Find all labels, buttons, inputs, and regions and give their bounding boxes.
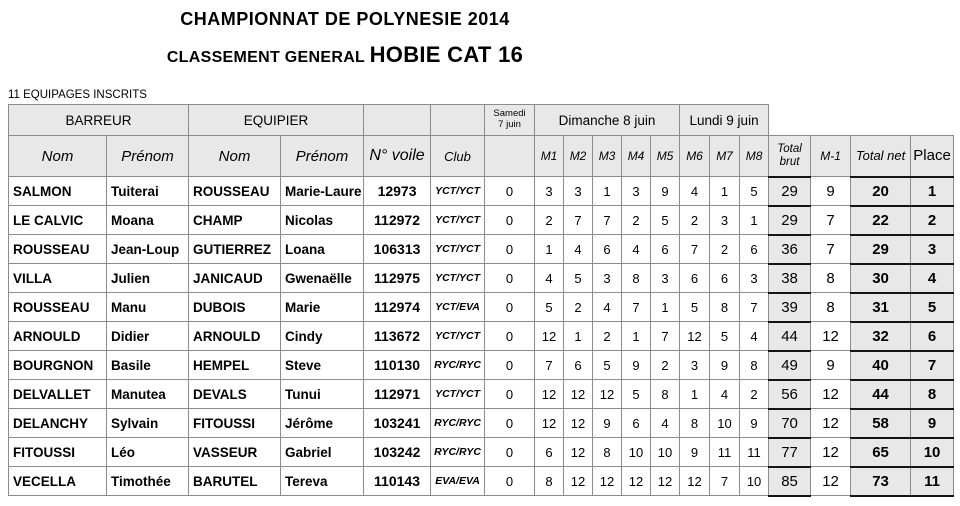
equipier-prenom: Gwenaëlle bbox=[281, 264, 364, 293]
equipier-prenom: Cindy bbox=[281, 322, 364, 351]
race-samedi: 0 bbox=[485, 177, 535, 206]
header-column-row bbox=[9, 136, 954, 177]
race-m8: 6 bbox=[740, 235, 769, 264]
race-m7: 5 bbox=[710, 322, 740, 351]
header-total-brut-line1: Total bbox=[777, 142, 802, 155]
total-brut: 38 bbox=[769, 264, 811, 293]
equipier-prenom: Tereva bbox=[281, 467, 364, 496]
race-m1: 5 bbox=[535, 293, 564, 322]
race-m3: 6 bbox=[593, 235, 622, 264]
place: 5 bbox=[911, 293, 954, 322]
race-m6: 1 bbox=[680, 380, 710, 409]
sail-number: 103242 bbox=[364, 438, 431, 467]
equipier-prenom: Tunui bbox=[281, 380, 364, 409]
barreur-prenom: Moana bbox=[107, 206, 189, 235]
race-m8: 11 bbox=[740, 438, 769, 467]
race-m6: 12 bbox=[680, 322, 710, 351]
table-row bbox=[9, 235, 954, 264]
race-m4: 3 bbox=[622, 177, 651, 206]
discard-m-minus-1: 7 bbox=[811, 235, 851, 264]
total-net: 30 bbox=[851, 264, 911, 293]
barreur-prenom: Tuiterai bbox=[107, 177, 189, 206]
sail-number: 113672 bbox=[364, 322, 431, 351]
total-brut: 36 bbox=[769, 235, 811, 264]
total-net: 20 bbox=[851, 177, 911, 206]
race-m1: 3 bbox=[535, 177, 564, 206]
club: YCT/YCT bbox=[431, 322, 485, 351]
header-equipier-prenom: Prénom bbox=[281, 136, 364, 177]
place: 1 bbox=[911, 177, 954, 206]
sail-number: 12973 bbox=[364, 177, 431, 206]
race-m5: 8 bbox=[651, 380, 680, 409]
equipier-nom: DEVALS bbox=[189, 380, 281, 409]
race-m7: 3 bbox=[710, 206, 740, 235]
race-m5: 2 bbox=[651, 351, 680, 380]
header-total-brut-line2: brut bbox=[779, 155, 800, 168]
discard-m-minus-1: 7 bbox=[811, 206, 851, 235]
race-m7: 4 bbox=[710, 380, 740, 409]
barreur-nom: BOURGNON bbox=[9, 351, 107, 380]
equipier-nom: ARNOULD bbox=[189, 322, 281, 351]
race-samedi: 0 bbox=[485, 467, 535, 496]
race-m1: 7 bbox=[535, 351, 564, 380]
race-m2: 1 bbox=[564, 322, 593, 351]
race-m7: 6 bbox=[710, 264, 740, 293]
race-m1: 4 bbox=[535, 264, 564, 293]
barreur-nom: LE CALVIC bbox=[9, 206, 107, 235]
race-m3: 1 bbox=[593, 177, 622, 206]
barreur-prenom: Manutea bbox=[107, 380, 189, 409]
race-m3: 12 bbox=[593, 380, 622, 409]
header-m7: M7 bbox=[710, 136, 740, 177]
race-m1: 12 bbox=[535, 380, 564, 409]
subtitle-class-name: HOBIE CAT 16 bbox=[369, 42, 524, 67]
discard-m-minus-1: 12 bbox=[811, 380, 851, 409]
total-brut: 44 bbox=[769, 322, 811, 351]
race-m4: 2 bbox=[622, 206, 651, 235]
race-m5: 4 bbox=[651, 409, 680, 438]
place: 7 bbox=[911, 351, 954, 380]
results-body bbox=[9, 177, 954, 496]
race-m2: 7 bbox=[564, 206, 593, 235]
total-brut: 29 bbox=[769, 177, 811, 206]
race-m5: 6 bbox=[651, 235, 680, 264]
barreur-prenom: Julien bbox=[107, 264, 189, 293]
sail-number: 112972 bbox=[364, 206, 431, 235]
equipier-prenom: Marie bbox=[281, 293, 364, 322]
race-m3: 5 bbox=[593, 351, 622, 380]
header-barreur: BARREUR bbox=[9, 105, 189, 136]
club: RYC/RYC bbox=[431, 438, 485, 467]
barreur-nom: DELANCHY bbox=[9, 409, 107, 438]
race-m3: 9 bbox=[593, 409, 622, 438]
discard-m-minus-1: 8 bbox=[811, 293, 851, 322]
total-brut: 29 bbox=[769, 206, 811, 235]
header-samedi-line2: 7 juin bbox=[498, 119, 521, 130]
race-m2: 12 bbox=[564, 438, 593, 467]
race-m8: 3 bbox=[740, 264, 769, 293]
race-m8: 1 bbox=[740, 206, 769, 235]
race-samedi: 0 bbox=[485, 293, 535, 322]
barreur-prenom: Sylvain bbox=[107, 409, 189, 438]
equipier-prenom: Steve bbox=[281, 351, 364, 380]
race-m1: 8 bbox=[535, 467, 564, 496]
race-m3: 3 bbox=[593, 264, 622, 293]
place: 10 bbox=[911, 438, 954, 467]
race-m2: 2 bbox=[564, 293, 593, 322]
equipier-prenom: Jérôme bbox=[281, 409, 364, 438]
page-title: CHAMPIONNAT DE POLYNESIE 2014 bbox=[180, 9, 510, 29]
header-sail-number: N° voile bbox=[364, 136, 431, 177]
race-m8: 5 bbox=[740, 177, 769, 206]
total-brut: 56 bbox=[769, 380, 811, 409]
equipier-nom: JANICAUD bbox=[189, 264, 281, 293]
barreur-prenom: Manu bbox=[107, 293, 189, 322]
table-row bbox=[9, 351, 954, 380]
header-blank-area bbox=[769, 105, 954, 136]
race-m3: 4 bbox=[593, 293, 622, 322]
race-m2: 12 bbox=[564, 409, 593, 438]
race-m3: 8 bbox=[593, 438, 622, 467]
race-m6: 8 bbox=[680, 409, 710, 438]
club: YCT/YCT bbox=[431, 380, 485, 409]
race-m4: 8 bbox=[622, 264, 651, 293]
place: 6 bbox=[911, 322, 954, 351]
barreur-nom: SALMON bbox=[9, 177, 107, 206]
barreur-prenom: Basile bbox=[107, 351, 189, 380]
titles bbox=[0, 0, 690, 68]
equipier-prenom: Marie-Laure bbox=[281, 177, 364, 206]
subtitle-small: CLASSEMENT GENERAL bbox=[166, 49, 365, 66]
sail-number: 110143 bbox=[364, 467, 431, 496]
header-club-spacer bbox=[431, 105, 485, 136]
equipier-nom: DUBOIS bbox=[189, 293, 281, 322]
equipier-prenom: Gabriel bbox=[281, 438, 364, 467]
race-m5: 12 bbox=[651, 467, 680, 496]
equipier-nom: GUTIERREZ bbox=[189, 235, 281, 264]
barreur-prenom: Timothée bbox=[107, 467, 189, 496]
race-samedi: 0 bbox=[485, 380, 535, 409]
race-m7: 1 bbox=[710, 177, 740, 206]
race-m8: 10 bbox=[740, 467, 769, 496]
race-samedi: 0 bbox=[485, 409, 535, 438]
race-m6: 5 bbox=[680, 293, 710, 322]
table-row bbox=[9, 322, 954, 351]
discard-m-minus-1: 8 bbox=[811, 264, 851, 293]
header-m1: M1 bbox=[535, 136, 564, 177]
table-row bbox=[9, 438, 954, 467]
club: YCT/YCT bbox=[431, 206, 485, 235]
race-m2: 12 bbox=[564, 467, 593, 496]
barreur-nom: VILLA bbox=[9, 264, 107, 293]
header-m-minus-1: M-1 bbox=[811, 136, 851, 177]
header-samedi-sub bbox=[485, 136, 535, 177]
race-m1: 1 bbox=[535, 235, 564, 264]
header-m4: M4 bbox=[622, 136, 651, 177]
results-table bbox=[8, 104, 954, 497]
race-m4: 6 bbox=[622, 409, 651, 438]
header-m8: M8 bbox=[740, 136, 769, 177]
race-m2: 3 bbox=[564, 177, 593, 206]
place: 9 bbox=[911, 409, 954, 438]
race-m6: 4 bbox=[680, 177, 710, 206]
table-row bbox=[9, 293, 954, 322]
total-net: 73 bbox=[851, 467, 911, 496]
discard-m-minus-1: 12 bbox=[811, 322, 851, 351]
discard-m-minus-1: 9 bbox=[811, 177, 851, 206]
table-row bbox=[9, 409, 954, 438]
header-total-net: Total net bbox=[851, 136, 911, 177]
total-brut: 77 bbox=[769, 438, 811, 467]
race-samedi: 0 bbox=[485, 206, 535, 235]
equipier-nom: HEMPEL bbox=[189, 351, 281, 380]
equipier-nom: FITOUSSI bbox=[189, 409, 281, 438]
race-m7: 7 bbox=[710, 467, 740, 496]
sail-number: 110130 bbox=[364, 351, 431, 380]
total-net: 32 bbox=[851, 322, 911, 351]
barreur-nom: DELVALLET bbox=[9, 380, 107, 409]
race-m6: 7 bbox=[680, 235, 710, 264]
race-m8: 8 bbox=[740, 351, 769, 380]
race-m6: 6 bbox=[680, 264, 710, 293]
race-m3: 2 bbox=[593, 322, 622, 351]
barreur-prenom: Jean-Loup bbox=[107, 235, 189, 264]
race-samedi: 0 bbox=[485, 322, 535, 351]
header-samedi-line1: Samedi bbox=[493, 108, 526, 120]
header-m2: M2 bbox=[564, 136, 593, 177]
club: YCT/EVA bbox=[431, 293, 485, 322]
sail-number: 112975 bbox=[364, 264, 431, 293]
total-net: 31 bbox=[851, 293, 911, 322]
race-m6: 2 bbox=[680, 206, 710, 235]
race-m5: 1 bbox=[651, 293, 680, 322]
race-m6: 12 bbox=[680, 467, 710, 496]
header-barreur-prenom: Prénom bbox=[107, 136, 189, 177]
total-net: 22 bbox=[851, 206, 911, 235]
race-m3: 7 bbox=[593, 206, 622, 235]
total-net: 58 bbox=[851, 409, 911, 438]
header-lundi: Lundi 9 juin bbox=[680, 105, 769, 136]
total-net: 44 bbox=[851, 380, 911, 409]
race-m7: 11 bbox=[710, 438, 740, 467]
total-brut: 49 bbox=[769, 351, 811, 380]
equipier-prenom: Nicolas bbox=[281, 206, 364, 235]
barreur-nom: ROUSSEAU bbox=[9, 235, 107, 264]
race-m8: 2 bbox=[740, 380, 769, 409]
race-m2: 5 bbox=[564, 264, 593, 293]
race-m3: 12 bbox=[593, 467, 622, 496]
sail-number: 112971 bbox=[364, 380, 431, 409]
race-m1: 12 bbox=[535, 409, 564, 438]
equipier-nom: CHAMP bbox=[189, 206, 281, 235]
entrants-note: 11 EQUIPAGES INSCRITS bbox=[8, 89, 147, 101]
place: 11 bbox=[911, 467, 954, 496]
race-m5: 7 bbox=[651, 322, 680, 351]
page-subtitle bbox=[0, 42, 690, 68]
race-samedi: 0 bbox=[485, 438, 535, 467]
race-m7: 10 bbox=[710, 409, 740, 438]
place: 8 bbox=[911, 380, 954, 409]
race-m4: 10 bbox=[622, 438, 651, 467]
total-net: 65 bbox=[851, 438, 911, 467]
header-m5: M5 bbox=[651, 136, 680, 177]
race-m8: 7 bbox=[740, 293, 769, 322]
table-row bbox=[9, 264, 954, 293]
race-m4: 12 bbox=[622, 467, 651, 496]
barreur-nom: VECELLA bbox=[9, 467, 107, 496]
place: 2 bbox=[911, 206, 954, 235]
header-dimanche: Dimanche 8 juin bbox=[535, 105, 680, 136]
total-brut: 85 bbox=[769, 467, 811, 496]
header-m6: M6 bbox=[680, 136, 710, 177]
total-brut: 70 bbox=[769, 409, 811, 438]
club: YCT/YCT bbox=[431, 177, 485, 206]
table-row bbox=[9, 380, 954, 409]
total-net: 40 bbox=[851, 351, 911, 380]
race-m1: 2 bbox=[535, 206, 564, 235]
discard-m-minus-1: 9 bbox=[811, 351, 851, 380]
sail-number: 106313 bbox=[364, 235, 431, 264]
race-m2: 6 bbox=[564, 351, 593, 380]
header-samedi bbox=[485, 105, 535, 136]
equipier-prenom: Loana bbox=[281, 235, 364, 264]
race-m2: 12 bbox=[564, 380, 593, 409]
header-barreur-nom: Nom bbox=[9, 136, 107, 177]
race-m4: 9 bbox=[622, 351, 651, 380]
header-club: Club bbox=[431, 136, 485, 177]
race-m5: 5 bbox=[651, 206, 680, 235]
equipier-nom: BARUTEL bbox=[189, 467, 281, 496]
place: 4 bbox=[911, 264, 954, 293]
race-m5: 9 bbox=[651, 177, 680, 206]
race-m1: 12 bbox=[535, 322, 564, 351]
barreur-nom: ROUSSEAU bbox=[9, 293, 107, 322]
race-m4: 1 bbox=[622, 322, 651, 351]
club: RYC/RYC bbox=[431, 351, 485, 380]
sail-number: 112974 bbox=[364, 293, 431, 322]
race-samedi: 0 bbox=[485, 264, 535, 293]
race-m1: 6 bbox=[535, 438, 564, 467]
race-m5: 3 bbox=[651, 264, 680, 293]
club: YCT/YCT bbox=[431, 264, 485, 293]
header-total-brut bbox=[769, 136, 811, 177]
discard-m-minus-1: 12 bbox=[811, 467, 851, 496]
club: YCT/YCT bbox=[431, 235, 485, 264]
sail-number: 103241 bbox=[364, 409, 431, 438]
club: RYC/RYC bbox=[431, 409, 485, 438]
race-samedi: 0 bbox=[485, 235, 535, 264]
equipier-nom: ROUSSEAU bbox=[189, 177, 281, 206]
race-m7: 9 bbox=[710, 351, 740, 380]
barreur-nom: FITOUSSI bbox=[9, 438, 107, 467]
race-m4: 4 bbox=[622, 235, 651, 264]
table-row bbox=[9, 467, 954, 496]
header-equipier: EQUIPIER bbox=[189, 105, 364, 136]
race-m6: 9 bbox=[680, 438, 710, 467]
total-net: 29 bbox=[851, 235, 911, 264]
barreur-prenom: Léo bbox=[107, 438, 189, 467]
header-group-row bbox=[9, 105, 954, 136]
table-row bbox=[9, 206, 954, 235]
place: 3 bbox=[911, 235, 954, 264]
discard-m-minus-1: 12 bbox=[811, 409, 851, 438]
header-m3: M3 bbox=[593, 136, 622, 177]
race-m4: 7 bbox=[622, 293, 651, 322]
race-m4: 5 bbox=[622, 380, 651, 409]
barreur-nom: ARNOULD bbox=[9, 322, 107, 351]
header-place: Place bbox=[911, 136, 954, 177]
race-m8: 9 bbox=[740, 409, 769, 438]
table-row bbox=[9, 177, 954, 206]
discard-m-minus-1: 12 bbox=[811, 438, 851, 467]
equipier-nom: VASSEUR bbox=[189, 438, 281, 467]
race-m6: 3 bbox=[680, 351, 710, 380]
race-samedi: 0 bbox=[485, 351, 535, 380]
race-m2: 4 bbox=[564, 235, 593, 264]
total-brut: 39 bbox=[769, 293, 811, 322]
barreur-prenom: Didier bbox=[107, 322, 189, 351]
race-m5: 10 bbox=[651, 438, 680, 467]
race-m7: 8 bbox=[710, 293, 740, 322]
race-m7: 2 bbox=[710, 235, 740, 264]
header-voile-spacer bbox=[364, 105, 431, 136]
club: EVA/EVA bbox=[431, 467, 485, 496]
header-equipier-nom: Nom bbox=[189, 136, 281, 177]
race-m8: 4 bbox=[740, 322, 769, 351]
